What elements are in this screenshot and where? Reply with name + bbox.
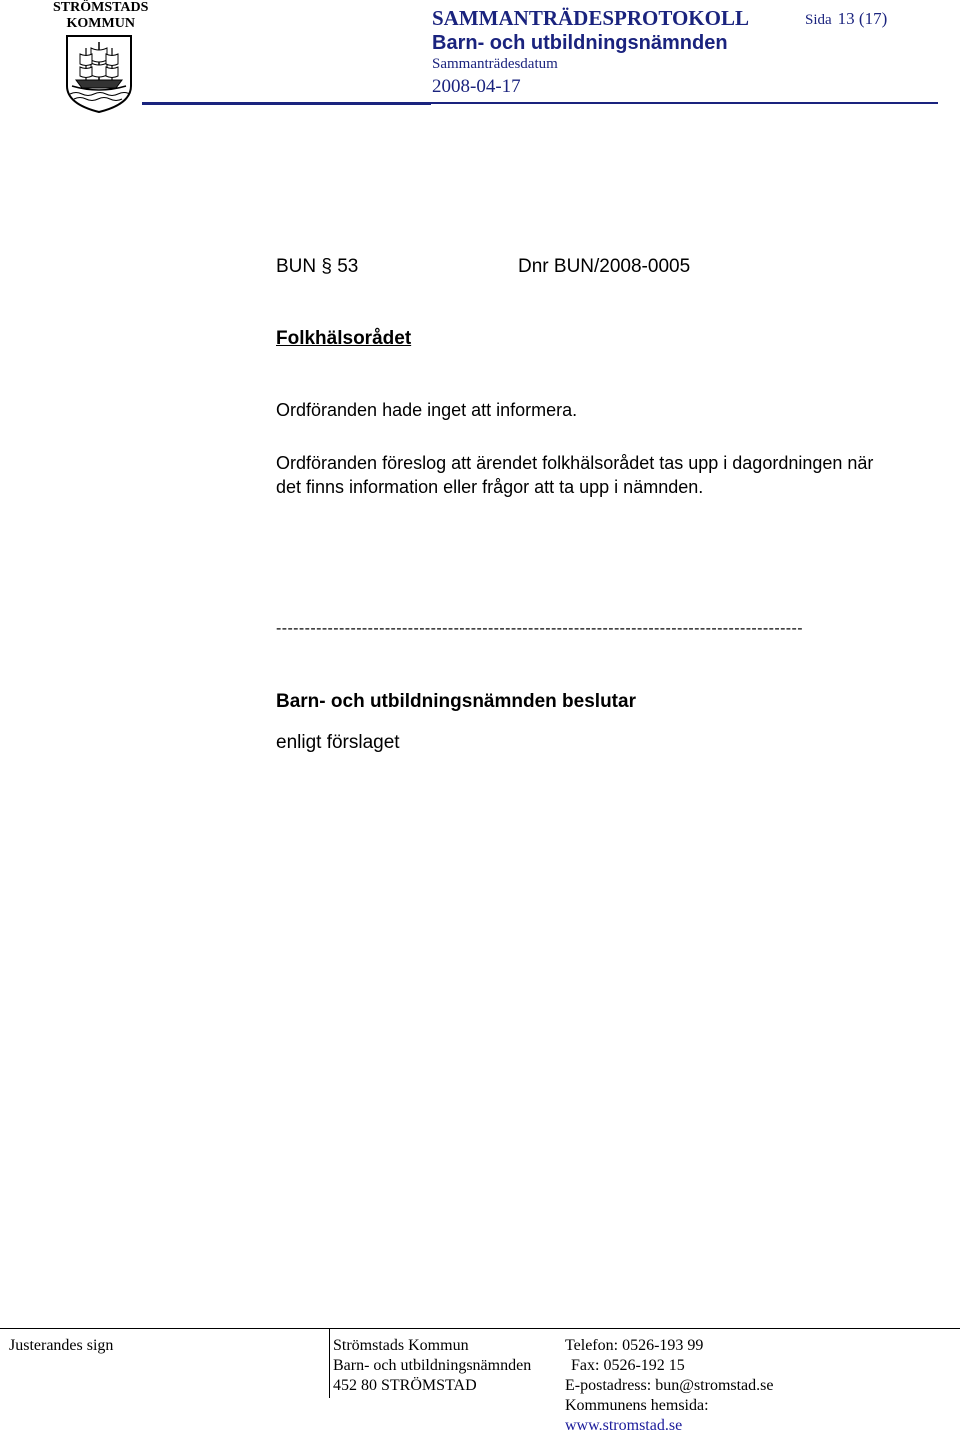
header-divider-accent	[142, 102, 431, 105]
paragraph-info: Ordföranden hade inget att informera.	[276, 400, 578, 420]
decision-heading: Barn- och utbildningsnämnden beslutar	[276, 691, 636, 712]
footer-phone: Telefon: 0526-193 99	[565, 1337, 704, 1354]
item-subject: Folkhälsorådet	[276, 328, 412, 349]
footer-address-line3: 452 80 STRÖMSTAD	[333, 1377, 477, 1394]
document-type-title: SAMMANTRÄDESPROTOKOLL	[432, 6, 749, 30]
footer-website	[565, 1396, 773, 1436]
page-number	[805, 9, 887, 29]
page-label: Sida	[805, 12, 832, 28]
footer-website-link[interactable]: www.stromstad.se	[565, 1417, 683, 1434]
org-name-line2: KOMMUN	[66, 16, 135, 31]
meeting-date-label: Sammanträdesdatum	[432, 56, 558, 72]
paragraph-proposal	[276, 451, 873, 499]
footer-address-line2: Barn- och utbildningsnämnden	[333, 1357, 532, 1374]
footer-website-label: Kommunens hemsida:	[565, 1397, 709, 1414]
org-name	[53, 0, 148, 32]
footer-address	[333, 1336, 531, 1396]
signature-label: Justerandes sign	[9, 1337, 114, 1354]
footer-phone-fax	[565, 1336, 773, 1376]
committee-name: Barn- och utbildningsnämnden	[432, 32, 728, 54]
case-number: BUN § 53	[276, 256, 359, 277]
footer-fax: Fax: 0526-192 15	[571, 1357, 685, 1374]
meeting-date-value: 2008-04-17	[432, 76, 521, 97]
ship-crest-icon	[64, 34, 134, 114]
footer-address-line1: Strömstads Kommun	[333, 1337, 469, 1354]
section-separator: --------------------------------------------------------------------------------------------	[276, 620, 803, 637]
footer-contact	[565, 1336, 773, 1436]
diary-number: Dnr BUN/2008-0005	[518, 256, 691, 277]
page-value: 13 (17)	[837, 9, 888, 28]
decision-text: enligt förslaget	[276, 732, 400, 753]
paragraph-proposal-line2: det finns information eller frågor att ta upp i nämnden.	[276, 477, 704, 497]
org-name-line1: STRÖMSTADS	[53, 0, 149, 15]
paragraph-proposal-line1: Ordföranden föreslog att ärendet folkhälsorådet tas upp i dagordningen när	[276, 453, 874, 473]
footer-email[interactable]: E-postadress: bun@stromstad.se	[565, 1377, 774, 1394]
